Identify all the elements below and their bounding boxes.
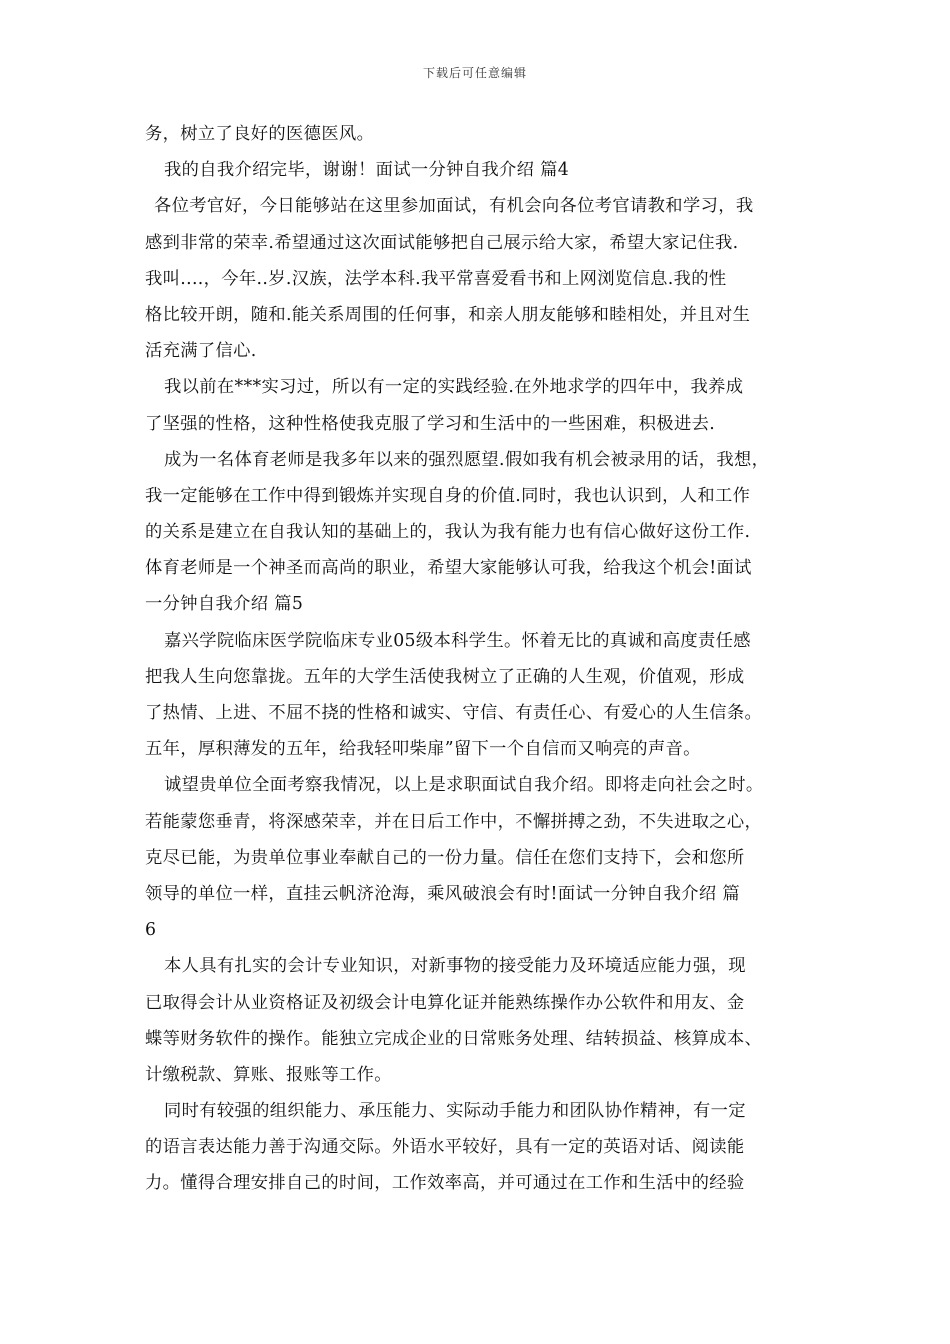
text-line: 我的自我介绍完毕，谢谢！面试一分钟自我介绍 篇4	[164, 160, 570, 181]
text-line: 计缴税款、算账、报账等工作。	[145, 1064, 392, 1085]
text-line: 感到非常的荣幸.希望通过这次面试能够把自己展示给大家，希望大家记住我.	[145, 232, 739, 253]
text-line: 成为一名体育老师是我多年以来的强烈愿望.假如我有机会被录用的话，我想，	[164, 449, 770, 470]
text-line: 同时有较强的组织能力、承压能力、实际动手能力和团队协作精神，有一定	[164, 1101, 746, 1122]
text-line: 力。懂得合理安排自己的时间，工作效率高，并可通过在工作和生活中的经验	[145, 1173, 745, 1194]
text-line: 一分钟自我介绍 篇5	[145, 594, 304, 615]
text-line: 克尽已能，为贵单位事业奉献自己的一份力量。信任在您们支持下，会和您所	[145, 847, 745, 868]
text-line: 了热情、上进、不屈不挠的性格和诚实、守信、有责任心、有爱心的人生信条。	[145, 703, 763, 723]
text-line: 蝶等财务软件的操作。能独立完成企业的日常账务处理、结转损益、核算成本、	[145, 1028, 763, 1049]
text-line: 诚望贵单位全面考察我情况，以上是求职面试自我介绍。即将走向社会之时。	[164, 775, 764, 796]
text-line: 已取得会计从业资格证及初级会计电算化证并能熟练操作办公软件和用友、金	[145, 992, 745, 1013]
text-line: 的关系是建立在自我认知的基础上的，我认为我有能力也有信心做好这份工作.	[145, 522, 751, 543]
text-line: 领导的单位一样，直挂云帆济沧海，乘风破浪会有时!面试一分钟自我介绍 篇	[145, 883, 740, 904]
text-line: 了坚强的性格，这种性格使我克服了学习和生活中的一些困难，积极进去.	[145, 413, 716, 434]
text-line: 我以前在***实习过，所以有一定的实践经验.在外地求学的四年中，我养成	[164, 377, 744, 398]
text-line: 的语言表达能力善于沟通交际。外语水平较好，具有一定的英语对话、阅读能	[145, 1137, 745, 1158]
text-line: 若能蒙您垂青，将深感荣幸，并在日后工作中，不懈拼搏之劲，不失进取之心，	[145, 811, 763, 832]
text-line: 五年，厚积薄发的五年，给我轻叩柴扉”留下一个自信而又响亮的声音。	[145, 739, 701, 760]
header-note: 下载后可任意编辑	[422, 66, 527, 80]
text-line: 各位考官好，今日能够站在这里参加面试，有机会向各位考官请教和学习，我	[154, 196, 754, 217]
text-line: 6	[145, 920, 157, 941]
text-line: 活充满了信心.	[145, 341, 257, 362]
text-line: 我一定能够在工作中得到锻炼并实现自身的价值.同时，我也认识到，人和工作	[145, 485, 751, 506]
document-body	[145, 116, 807, 1202]
text-line: 本人具有扎实的会计专业知识，对新事物的接受能力及环境适应能力强，现	[164, 956, 746, 977]
text-line: 务，树立了良好的医德医风。	[145, 124, 375, 144]
text-line: 我叫....，今年..岁.汉族，法学本科.我平常喜爱看书和上网浏览信息.我的性	[145, 268, 727, 289]
text-line: 格比较开朗，随和.能关系周围的任何事，和亲人朋友能够和睦相处，并且对生	[145, 304, 751, 325]
text-line: 体育老师是一个神圣而高尚的职业，希望大家能够认可我，给我这个机会!面试	[145, 558, 752, 579]
text-line: 把我人生向您靠拢。五年的大学生活使我树立了正确的人生观，价值观，形成	[145, 666, 745, 687]
text-line: 嘉兴学院临床医学院临床专业05级本科学生。怀着无比的真诚和高度责任感	[164, 630, 751, 651]
